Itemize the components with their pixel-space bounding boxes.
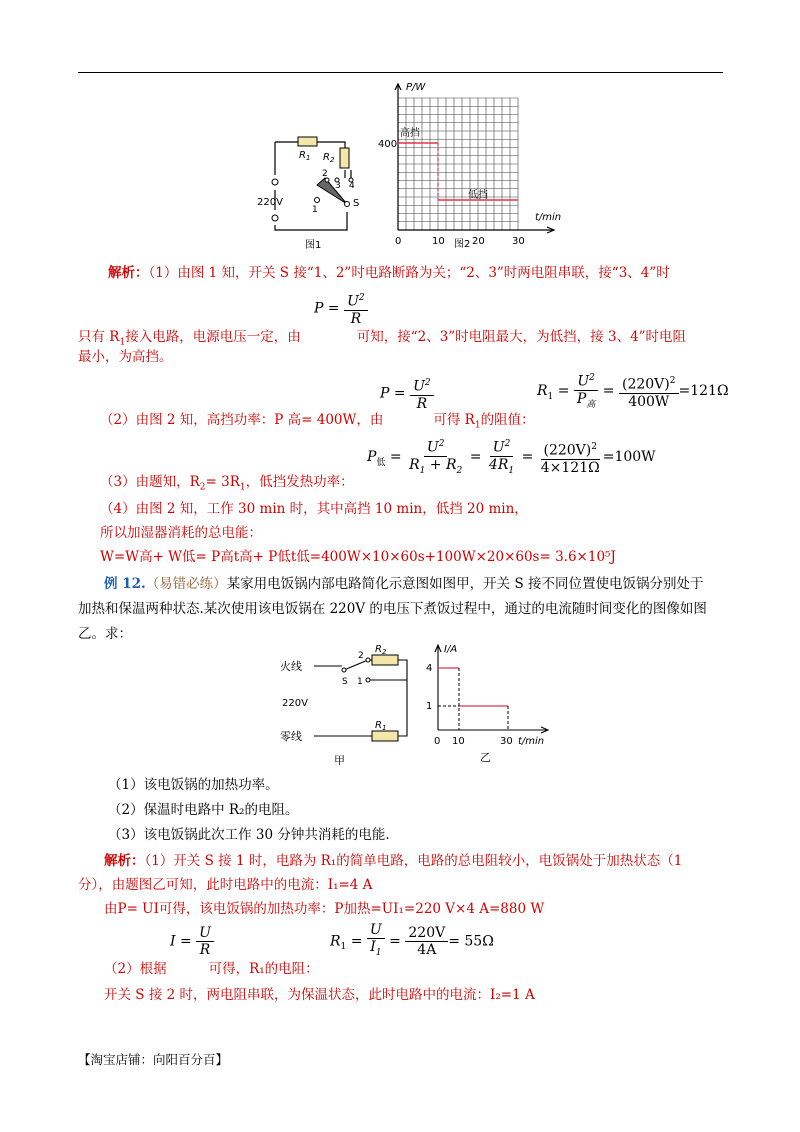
formula-p-u2-r-2: P = $\frac{U^2}{R}$	[380, 375, 434, 412]
switch-s-jia: S	[342, 677, 348, 687]
footer-shop: 【淘宝店铺：向阳百分百】	[78, 1052, 229, 1067]
r1-resistor-jia	[372, 731, 398, 741]
question-1: （1）该电饭锅的加热功率。	[108, 777, 279, 793]
r1-resistor	[298, 137, 317, 146]
solution-1-line-1	[108, 261, 670, 281]
voltage-label-jia: 220V	[282, 698, 308, 709]
live-wire-label: 火线	[280, 660, 302, 673]
solution-2-line-1: 解析：（1）开关 S 接 1 时，电路为 R₁的简单电路，电路的总电阻较小，电饭锅处于加热状态（1	[104, 853, 683, 869]
switch-label: S	[353, 198, 360, 209]
terminal-2-jia: 2	[358, 651, 364, 661]
solution-1-line-6: （4）由图 2 知，工作 30 min 时，其中高挡 10 min，低挡 20 min，	[100, 501, 528, 517]
solution-2-line-4: （2）根据 可得，R₁的电阻：	[104, 961, 319, 977]
figure-jia-circuit	[272, 638, 422, 768]
formula-r1-value: $R_1$ = $\frac{U^2}{P_高}$ = $\frac{(220V)^2}{400W}$ =121Ω	[537, 370, 729, 412]
terminal-3: 3	[335, 181, 341, 191]
figure-2-caption: 图2	[454, 239, 471, 250]
r2-label-jia: $R_2$	[375, 644, 387, 656]
solution-1-line-7: 所以加湿器消耗的总电能：	[100, 525, 262, 541]
formula-p-low: $P_低$ = $\frac{U^2}{R_1 + R_2}$ = $\frac{U^2}{4R_1}$ = $\frac{(220V)^2}{4\times 121\Omega}$ =100W	[367, 436, 656, 478]
x-tick-0-yi: 0	[434, 736, 441, 747]
figure-2-graph	[378, 80, 568, 255]
y-tick-1: 1	[426, 701, 433, 712]
solution-head: 解析：	[108, 265, 149, 281]
example-12-line-3: 乙。求：	[78, 626, 132, 642]
x-tick-30: 30	[512, 236, 525, 247]
header-rule	[78, 72, 723, 73]
r2-label: $R_2$	[323, 152, 335, 164]
x-tick-20: 20	[472, 236, 485, 247]
solution-1-line-4: （2）由图 2 知，高挡功率：P 高= 400W，由 可得 $R_1$的阻值：	[100, 412, 535, 431]
solution-2-line-2: 分），由题图乙可知，此时电路中的电流：I₁=4 A	[78, 877, 373, 893]
solution-1-line-5: （3）由题知，$R_2= 3R_1$，低挡发热功率：	[100, 474, 354, 493]
y-axis-label-yi: I/A	[444, 644, 458, 655]
voltage-label: 220V	[257, 197, 283, 208]
neutral-wire-label: 零线	[280, 730, 302, 743]
x-axis-label-yi: t/min	[518, 736, 545, 747]
r2-resistor-jia	[372, 655, 398, 665]
solution-text: （1）由图 1 知，开关 S 接“1、2”时电路断路为关；“2、3”时两电阻串联，接“3、4”时	[148, 265, 670, 281]
figure-jia-caption: 甲	[334, 754, 345, 767]
y-tick-4: 4	[426, 663, 433, 674]
terminal-1: 1	[312, 205, 318, 215]
x-tick-10-yi: 10	[452, 736, 465, 747]
low-gear-label: 低挡	[468, 190, 488, 201]
figure-1-circuit	[255, 130, 365, 255]
solution-2-line-5: 开关 S 接 2 时，两电阻串联，为保温状态，此时电路中的电流：I₂=1 A	[104, 987, 535, 1003]
switch-blade	[317, 178, 347, 204]
formula-p-u2-r: P = $\frac{U^2}{R}$	[314, 290, 368, 327]
r1-label-jia: $R_1$	[375, 720, 387, 732]
y-axis-label: P/W	[406, 82, 426, 93]
terminal-1-jia: 1	[357, 677, 363, 687]
formula-i-u-r: I = $\frac{U}{R}$	[170, 925, 214, 958]
x-tick-10: 10	[432, 236, 445, 247]
figure-yi-caption: 乙	[480, 751, 491, 764]
formula-r1-jia: $R_1$ = $\frac{U}{I_1}$ = $\frac{220V}{4A}$ = 55Ω	[330, 922, 494, 958]
figure-yi-graph	[422, 640, 552, 765]
r2-resistor	[340, 148, 349, 168]
figure-1-caption: 图1	[305, 240, 322, 251]
solution-1-line-2: 只有 $R_1$接入电路，电源电压一定，由 可知，接“2、3”时电阻最大，为低挡，接 3、4”时电阻	[78, 329, 687, 348]
x-axis-label: t/min	[535, 212, 562, 223]
r1-label: $R_1$	[299, 150, 311, 162]
x-tick-0: 0	[395, 236, 402, 247]
terminal-2: 2	[322, 169, 328, 179]
solution-2-line-3: 由P= UI可得，该电饭锅的加热功率：P加热=UI₁=220 V×4 A=880 W	[104, 901, 545, 917]
example-12-line-1: 例 12.（易错必练）某家用电饭锅内部电路简化示意图如图甲，开关 S 接不同位置使电饭锅分别处于	[104, 576, 704, 592]
terminal-4: 4	[349, 181, 355, 191]
x-tick-30-yi: 30	[500, 736, 513, 747]
solution-1-line-3: 最小，为高挡。	[78, 349, 173, 365]
question-2: （2）保温时电路中 R₂的电阻。	[108, 802, 299, 818]
y-tick-400: 400	[378, 139, 398, 150]
solution-1-line-8: W=W高+ W低= P高t高+ P低t低=400W×10×60s+100W×20×60s= 3.6×10⁵J	[100, 549, 616, 565]
example-12-line-2: 加热和保温两种状态.某次使用该电饭锅在 220V 的电压下煮饭过程中，通过的电流随时间变化的图像如图	[78, 601, 707, 617]
high-gear-label: 高挡	[400, 128, 420, 139]
question-3: （3）该电饭锅此次工作 30 分钟共消耗的电能.	[108, 827, 390, 843]
